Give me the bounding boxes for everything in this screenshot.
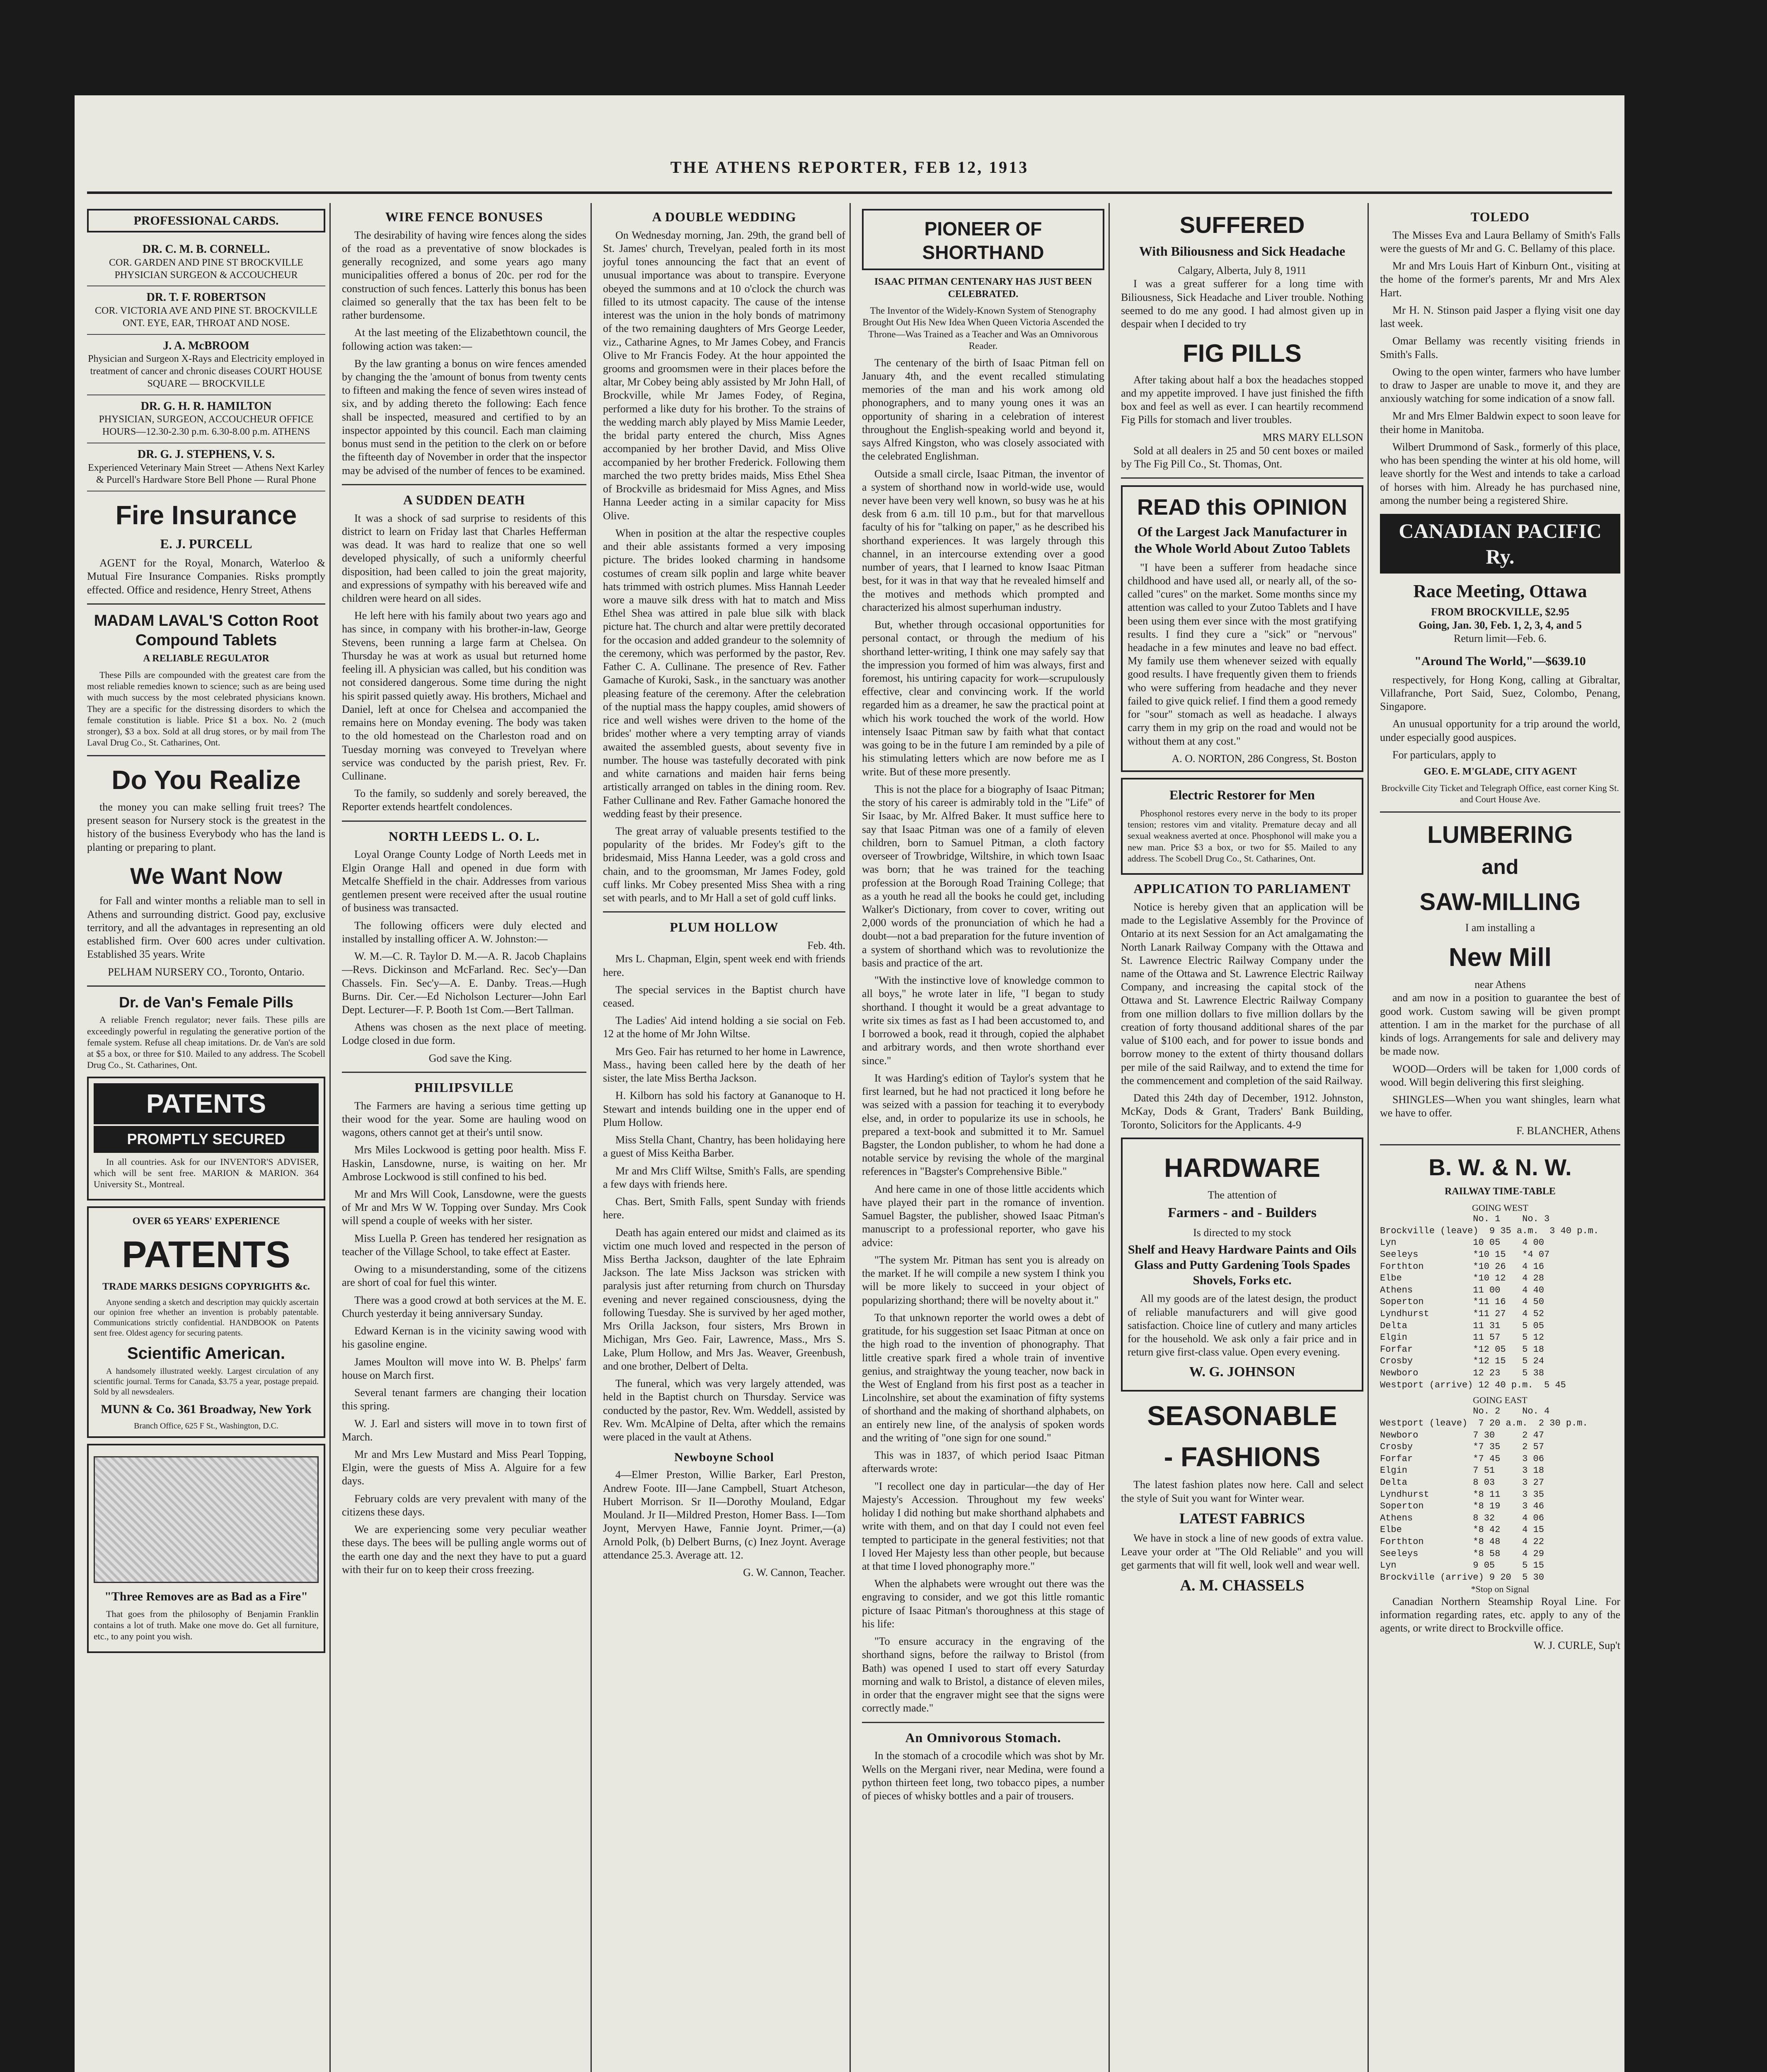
column-divider [591,203,592,2072]
seasonable-heading: SEASONABLE [1147,1400,1337,1431]
devan-heading: Dr. de Van's Female Pills [119,993,293,1011]
pelham-nursery: PELHAM NURSERY CO., Toronto, Ontario. [108,966,305,978]
electric-restorer-ad: Electric Restorer for Men Phosphonol restores every nerve in the body to its proper tension; restores vim and vitality. Premature decay and all sexual weakness averted at once. Phosphonol will make you a new man. Price $3 a box, or two for $5. Mailed to any address. The Scobell Drug Co., St. Catharines, Ont. [1121,778,1363,875]
column-divider [1109,203,1110,2072]
saw-milling-heading: SAW-MILLING [1419,888,1581,916]
column-divider [850,203,851,2072]
canadian-pacific-banner: CANADIAN PACIFIC Ry. [1380,514,1620,574]
cotton-root-heading: MADAM LAVAL'S Cotton Root Compound Tablets [94,612,319,649]
newspaper-page [75,95,1624,2072]
card-stephens: DR. G. J. STEPHENS, V. S. Experienced Veterinary Main Street — Athens Next Karley & Purcell's Hardware Store Bell Phone — Rural Phone [87,443,325,491]
fashions-heading: - FASHIONS [1164,1441,1321,1472]
card-robertson: DR. T. F. ROBERTSON COR. VICTORIA AVE AND PINE ST. BROCKVILLE ONT. EYE, EAR, THROAT AND NOSE. [87,286,325,334]
latest-fabrics-heading: LATEST FABRICS [1179,1510,1305,1527]
masthead: THE ATHENS REPORTER, FEB 12, 1913 [670,158,1029,177]
double-wedding-heading: A DOUBLE WEDDING [652,209,796,224]
timetable-west: No. 1 No. 3 Brockville (leave) 9 35 a.m. 3 40 p.m. Lyn 10 05 4 00 Seeleys *10 15 *4 07 Forthton *10 26 4 16 Elbe *10 12 4 28 Athens 11 00 4 40 Soperton *11 16 4 50 Lyndhurst *11 27 4 52 Delta 11 31 5 05 Elgin 11 57 5 12 Forfar *12 05 5 18 Crosby *12 15 5 24 Newboro 12 23 5 38 Westport (arrive) 12 40 p.m. 5 45 [1380,1214,1599,1390]
removes-ad: "Three Removes are as Bad as a Fire" That goes from the philosophy of Benjamin Franklin contains a lot of truth. Make one move do. Get all furniture, etc., to any point you wish. [87,1444,325,1653]
column-5: SUFFERED With Biliousness and Sick Headache Calgary, Alberta, July 8, 1911 I was a great sufferer for a long time with Biliousness, Sick Headache and Liver trouble. Nothing seemed to do me any good. I had almost given up in despair when I decided to try FIG PILLS After taking about half a box the headaches stopped and my appetite improved. I have just finished the fifth box and feel as well as ever. I can heartily recommend Fig Pills for stomach and liver troubles. MRS MARY ELLSON Sold at all dealers in 25 and 50 cent boxes or mailed by The Fig Pill Co., St. Thomas, Ont. READ this OPINION Of the Largest Jack Manufacturer in the Whole World About Zutoo Tablets "I have been a sufferer from headache since childhood and have used all, or nearly all, of the so-called "cures" on the market. Some months since my attention was called to your Zutoo Tablets and I have been using them ever since with the most gratifying results. I find they cure a "sick" or "nervous" headache in a few minutes and leave no bad effect. My family use them whenever seized with equally good results. I have frequently given them to friends who were suffering from headache and they never failed to give quick relief. I find them a good remedy for "sour" stomach as well as headache. I always carry them in my grip on the road and would not be without them at any cost." A. O. NORTON, 286 Congress, St. Boston Electric Restorer for Men Phosphonol restores every nerve in the body to its proper tension; restores vim and vitality. Premature decay and all sexual weakness averted at once. Phosphonol will make you a new man. Price $3 a box, or two for $5. Mailed to any address. The Scobell Drug Co., St. Catharines, Ont. APPLICATION TO PARLIAMENT Notice is hereby given that an application will be made to the Legislative Assembly for the Province of Ontario at its next Session for an Act amalgamating the North Lanark Railway Company with the Ottawa and St. Lawrence Electric Railway Company under the name of the Ottawa and St. Lawrence Electric Railway Company, and increasing the capital stock of the Ottawa and St. Lawrence Electric Railway Company from one million dollars to five million dollars by the creation of forty thousand additional shares of the par value of $100 each, and for power to issue bonds and borrow money to the extent of thirty thousand dollars per mile of the said Railway, and to extend the time for the commencement and completion of the said Railway. Dated this 24th day of December, 1912. Johnston, McKay, Dods & Grant, Traders' Bank Building, Toronto, Solicitors for the Applicants. 4-9 HARDWARE The attention of Farmers - and - Builders Is directed to my stock Shelf and Heavy Hardware Paints and Oils Glass and Putty Gardening Tools Spades Shovels, Forks etc. All my goods are of the latest design, the product of reliable manufacturers and will give good satisfaction. Choice line of cutlery and many articles for the household. We ask only a fair price and in return give first-class value. Open every evening. W. G. JOHNSON SEASONABLE - FASHIONS The latest fashion plates now here. Call and select the style of Suit you want for Winter wear. LATEST FABRICS We have in stock a line of new goods of extra value. Leave your order at "The Old Reliable" and you will get garments that will fit well, look well and wear well. A. M. CHASSELS [1117,203,1368,2072]
column-1 [83,203,329,2072]
moving-van-illustration [94,1456,319,1583]
omnivorous-stomach-heading: An Omnivorous Stomach. [905,1730,1061,1745]
lumbering-heading: LUMBERING [1427,821,1573,849]
hardware-ad: HARDWARE The attention of Farmers - and - Builders Is directed to my stock Shelf and Heavy Hardware Paints and Oils Glass and Putty Gardening Tools Spades Shovels, Forks etc. All my goods are of the latest design, the product of reliable manufacturers and will give good satisfaction. Choice line of cutlery and many articles for the household. We ask only a fair price and in return give first-class value. Open every evening. W. G. JOHNSON [1121,1138,1363,1392]
philipsville-heading: PHILIPSVILLE [414,1080,514,1095]
north-leeds-heading: NORTH LEEDS L. O. L. [388,828,540,844]
pioneer-title-box: PIONEER OF SHORTHAND [862,209,1104,270]
column-2: WIRE FENCE BONUSES The desirability of having wire fences along the sides of the road as a preventative of snow blockades is generally recognized, and some years ago many municipalities offered a bonus of 20c. per rod for the construction of such fences. Latterly this bonus has been claimed so generally that the tax has been felt to be rather burdensome. At the last meeting of the Elizabethtown council, the following action was taken:— By the law granting a bonus on wire fences amended by changing the the 'amount of bonus from twenty cents to fifteen and making the fence of seven wires instead of six, and by adding thereto the following: Each fence shall be inspected, measured and certified to by an inspector appointed by this council. Each man claiming bonus must send in the petition to the clerk on or before the fifteenth day of November in order that the inspector may be advised of the number of fences to be examined. A SUDDEN DEATH It was a shock of sad surprise to residents of this district to learn on Friday last that Charles Hefferman was dead. It was hard to realize that one so well developed physically, of such a uniformly cheerful disposition, had been called to join the great majority, and expressions of sympathy with his bereaved wife and children were heard on all sides. He left here with his family about two years ago and has since, in company with his brother-in-law, George Stevens, been running a large farm at Chelsea. On Thursday he was at work as usual but returned home feeling ill. A physician was called, but his condition was not considered dangerous. Some time during the night his spirit passed quietly away. His brothers, Michael and Daniel, left at once for Chelsea and accompanied the remains here on Monday evening. The body was taken to the old homestead on the Charleston road and on Tuesday morning was conveyed to Trevelyan where service was conducted by the parish priest, Rev. Fr. Cullinane. To the family, so suddenly and sorely bereaved, the Reporter extends heartfelt condolences. NORTH LEEDS L. O. L. Loyal Orange County Lodge of North Leeds met in Elgin Orange Hall and opened in due form with Metcalfe Sheffield in the chair. Addresses from various gentlemen present were received after the usual routine of business was transacted. The following officers were duly elected and installed by installing officer A. W. Johnston:— W. M.—C. R. Taylor D. M.—A. R. Jacob Chaplains—Revs. Dickinson and McFarland. Rec. Sec'y—Dan Chassels. Fin. Sec'y—A. E. Danby. Treas.—Hugh Burns. Dir. Cer.—Ed Nicholson Lecturer—John Earl Dept. Lecturer—F. P. Booth 1st Com.—Bert Tallman. Athens was chosen as the next place of meeting. Lodge closed in due form. God save the King. PHILIPSVILLE The Farmers are having a serious time getting up their wood for the year. Some are hauling wood on wagons, others cannot get at their's until snow. Mrs Miles Lockwood is getting poor health. Miss F. Haskin, Lansdowne, nurse, is waiting on her. Mr Ambrose Lockwood is still confined to his bed. Mr and Mrs Will Cook, Lansdowne, were the guests of Mr and Mrs W W. Topping over Sunday. Mrs Cook will spend a couple of weeks with her sister. Miss Luella P. Green has tendered her resignation as teacher of the Village School, to take effect at Easter. Owing to a misunderstanding, some of the citizens are short of coal for fuel this winter. There was a good crowd at both services at the M. E. Church yesterday it being anniversary Sunday. Edward Kernan is in the vicinity sawing wood with his gasoline engine. James Moulton will move into W. B. Phelps' farm house on March first. Several tenant farmers are changing their location this spring. W. J. Earl and sisters will move in to town first of March. Mr and Mrs Lew Mustard and Miss Pearl Topping, Elgin, were the guests of Miss A. Alguire for a few days. February colds are very prevalent with many of the citizens these days. We are experiencing some very peculiar weather these days. The bees will be pulling angle worms out of the earth one day and the next they have to put a guard with their fur on to keep their cross freezing. [342,209,586,1576]
professional-cards-title: PROFESSIONAL CARDS. [87,209,325,232]
patents-ad-2: OVER 65 YEARS' EXPERIENCE PATENTS TRADE MARKS DESIGNS COPYRIGHTS &c. Anyone sending a sketch and description may quickly ascertain our opinion free whether an invention is probably patentable. Communications strictly confidential. HANDBOOK on Patents sent free. Oldest agency for securing patents. Scientific American. A handsomely illustrated weekly. Largest circulation of any scientific journal. Terms for Canada, $3.75 a year, postage prepaid. Sold by all newsdealers. MUNN & Co. 361 Broadway, New York Branch Office, 625 F St., Washington, D.C. [87,1206,325,1438]
card-cornell: DR. C. M. B. CORNELL. COR. GARDEN AND PINE ST BROCKVILLE PHYSICIAN SURGEON & ACCOUCHEUR [87,238,325,286]
parliament-heading: APPLICATION TO PARLIAMENT [1133,881,1351,896]
sudden-death-heading: A SUDDEN DEATH [403,492,525,507]
devan-text: A reliable French regulator; never fails. These pills are exceedingly powerful in regulating the generative portion of the female system. Refuse all cheap imitations. Dr. de Van's are sold at $5 a box, or three for $10. Mailed to any address. The Scobell Drug Co., St. Catharines, Ont. [87,1014,325,1070]
cotton-sub: A RELIABLE REGULATOR [143,653,269,664]
masthead-rule [87,191,1612,194]
plum-hollow-heading: PLUM HOLLOW [670,920,779,935]
timetable-east: No. 2 No. 4 Westport (leave) 7 20 a.m. 2 30 p.m. Newboro 7 30 2 47 Crosby *7 35 2 57 Forfar *7 45 3 06 Elgin 7 51 3 18 Delta 8 03 3 27 Lyndhurst *8 11 3 35 Soperton *8 19 3 46 Athens 8 32 4 06 Elbe *8 42 4 15 Forthton *8 48 4 22 Seeleys *8 58 4 29 Lyn 9 05 5 15 Brockville (arrive) 9 20 5 30 [1380,1406,1588,1583]
card-mcbroom: J. A. McBROOM Physician and Surgeon X-Rays and Electricity employed in treatment of cancer and chronic diseases COURT HOUSE SQUARE — BROCKVILLE [87,335,325,395]
fire-agent-name: E. J. PURCELL [160,536,252,552]
patents-ad-1: PATENTS PROMPTLY SECURED In all countries. Ask for our INVENTOR'S ADVISER, which will be sent free. MARION & MARION. 364 University St., Montreal. [87,1077,325,1201]
suffered-heading: SUFFERED [1179,212,1305,238]
column-6: TOLEDO The Misses Eva and Laura Bellamy of Smith's Falls were the guests of Mr and G. C. Bellamy of this place. Mr and Mrs Louis Hart of Kinburn Ont., visiting at the home of the former's parents, Mr and Mrs Alex Hart. Mr H. N. Stinson paid Jasper a flying visit one day last week. Omar Bellamy was recently visiting friends in Smith's Falls. Owing to the open winter, farmers who have lumber to draw to Jasper are unable to move it, and they are anxiously watching for some indication of a snow fall. Mr and Mrs Elmer Baldwin expect to soon leave for their home in Manitoba. Wilbert Drummond of Sask., formerly of this place, who has been spending the winter at his old home, will leave shortly for the West and intends to take a carload of horses with him. Already he has purchased nine, among the number being a registered Shire. CANADIAN PACIFIC Ry. Race Meeting, Ottawa FROM BROCKVILLE, $2.95 Going, Jan. 30, Feb. 1, 2, 3, 4, and 5 Return limit—Feb. 6. "Around The World,"—$639.10 respectively, for Hong Kong, calling at Gibraltar, Villafranche, Port Said, Suez, Colombo, Penang, Singapore. An unusual opportunity for a trip around the world, under especially good auspices. For particulars, apply to GEO. E. M'GLADE, CITY AGENT Brockville City Ticket and Telegraph Office, east corner King St. and Court House Ave. LUMBERING and SAW-MILLING I am installing a New Mill near Athens and am now in a position to guarantee the best of good work. Custom sawing will be given prompt attention. I am in the market for the purchase of all kinds of logs. Arrangements for sale and delivery may be made now. WOOD—Orders will be taken for 1,000 cords of wood. Will begin delivering this first sleighing. SHINGLES—When you want shingles, learn what we have to offer. F. BLANCHER, Athens B. W. & N. W. RAILWAY TIME-TABLE GOING WEST No. 1 No. 3 Brockville (leave) 9 35 a.m. 3 40 p.m. Lyn 10 05 4 00 Seeleys *10 15 *4 07 Forthton *10 26 4 16 Elbe *10 12 4 28 Athens 11 00 4 40 Soperton *11 16 4 50 Lyndhurst *11 27 4 52 Delta 11 31 5 05 Elgin 11 57 5 12 Forfar *12 05 5 18 Crosby *12 15 5 24 Newboro 12 23 5 38 Westport (arrive) 12 40 p.m. 5 45 GOING EAST No. 2 No. 4 Westport (leave) 7 20 a.m. 2 30 p.m. Newboro 7 30 2 47 Crosby *7 35 2 57 Forfar *7 45 3 06 Elgin 7 51 3 18 Delta 8 03 3 27 Lyndhurst *8 11 3 35 Soperton *8 19 3 46 Athens 8 32 4 06 Elbe *8 42 4 15 Forthton *8 48 4 22 Seeleys *8 58 4 29 Lyn 9 05 5 15 Brockville (arrive) 9 20 5 30 *Stop on Signal Canadian Northern Steamship Royal Line. For information regarding rates, etc. apply to any of the agents, or write direct to Brockville office. W. J. CURLE, Sup't [1380,209,1620,1652]
realize-text: the money you can make selling fruit trees? The present season for Nursery stock is the greatest in the history of the business Everybody who has the land is planting or preparing to plant. [87,801,325,853]
column-3: A DOUBLE WEDDING On Wednesday morning, Jan. 29th, the grand bell of St. James' church, Trevelyan, pealed forth in its most joyful tones announcing the fact that an event of unusual importance was about to transpire. Everyone obeyed the summons and at 10 o'clock the church was filled to its utmost capacity. The cause of the intense interest was the union in the holy bonds of matrimony of the two remaining daughters of Mrs George Leeder, viz., Catharine Agnes, to Mr James Cobey, and Francis Olive to Mr Francis Fodey. At the hour appointed the grooms and groomsmen were in their places before the altar, Mr Cobey being ably assisted by Mr John Hall, of Brockville, while Mr James Fodey, of Regina, performed a like duty for his brother. To the strains of the wedding march ably played by Miss Mamie Leeder, the bridal party entered the church, Miss Agnes accompanied by her brother David, and Miss Olive accompanied by her brother Frederick. Following them marched the two pretty brides maids, Miss Ethel Shea of Brockville as bridesmaid for Miss Agnes, and Miss Hanna Leeder acting in a similar capacity for Miss Olive. When in position at the altar the respective couples and their able assistants formed a very imposing picture. The brides looked charming in handsome costumes of cream silk poplin and large white beaver hats trimmed with ostrich plumes. Miss Hannah Leeder wore a mauve silk dress with hat to match and Miss Ethel Shea was attired in pale blue silk with black picture hat. The church and altar were prettily decorated for the occasion and added grandeur to the solemnity of the ceremony, which was performed by the pastor, Rev. Father C. A. Cullinane. The presence of Rev. Father Gamache of Kuroki, Sask., in the sanctuary was another pleasing feature of the ceremony. After the celebration of the nuptial mass the happy couples, amid showers of rice and well wishes were driven to the home of the brides' mother where a very tempting array of viands awaited the assembled guests, about seventy five in number. The house was tastefully decorated with pink and white carnations and maiden hair ferns being artistically arranged on tables in the dining room. Rev. Father Cullinane and Rev. Father Gamache honored the wedding feast by their presence. The great array of valuable presents testified to the popularity of the brides. Mr Fodey's gift to the bridesmaid, Miss Hanna Leeder, was a gold cross and chain, and to the groomsman, Mr James Fodey, gold cuff links. Mr Cobey presented Miss Shea with a ring set with pearls, and to Mr Hall a set of gold cuff links. PLUM HOLLOW Feb. 4th. Mrs L. Chapman, Elgin, spent week end with friends here. The special services in the Baptist church have ceased. The Ladies' Aid intend holding a sie social on Feb. 12 at the home of Mr John Wiltse. Mrs Geo. Fair has returned to her home in Lawrence, Mass., having been called here by the death of her sister, the late Miss Bertha Jackson. H. Kilborn has sold his factory at Gananoque to H. Stewart and intends building one in the upper end of Plum Hollow. Miss Stella Chant, Chantry, has been holidaying here a guest of Miss Keitha Barber. Mr and Mrs Cliff Wiltse, Smith's Falls, are spending a few days with friends here. Chas. Bert, Smith Falls, spent Sunday with friends here. Death has again entered our midst and claimed as its victim one much loved and respected in the person of Miss Bertha Jackson, daughter of the late Ephraim Jackson. The late Miss Jackson was stricken with paralysis just after returning from church on Thursday evening and never regained consciousness, dying the following Tuesday. She is survived by her aged mother, Mrs Orilla Jackson, four sisters, Mrs Brown in Michigan, Mrs Geo. Fair, Lawrence, Mass., Mrs S. Lake, Plum Hollow, and Mrs Jas. Weaver, Greenbush, and one brother, Delbert of Delta. The funeral, which was very largely attended, was held in the Baptist church on Thursday. Service was conducted by the pastor, Rev. Wm. Weddell, assisted by Rev. Wm. McAlpine of Delta, after which the remains were placed in the vault at Athens. Newboyne School 4—Elmer Preston, Willie Barker, Earl Preston, Andrew Foote. III—Jane Campbell, Stuart Atcheson, Hubert Morrison. Sr II—Dorothy Mouland, Edgar Mouland. Jr II—Mildred Preston, Homer Bass. I—Tom Joynt, Mervyen Hawe, Fannie Joynt. Primer,—(a) Arnold Polk, (b) Delbert Burns, (c) Inez Joynt. Average attendance 25.3. Average att. 12. G. W. Cannon, Teacher. [603,209,845,1579]
fire-insurance-heading: Fire Insurance [115,500,297,530]
newboyne-heading: Newboyne School [674,1450,774,1464]
zutoo-ad: READ this OPINION Of the Largest Jack Manufacturer in the Whole World About Zutoo Tablets "I have been a sufferer from headache since childhood and have used all, or nearly all, of the so-called "cures" on the market. Some months since my attention was called to your Zutoo Tablets and I have been using them ever since with the most gratifying results. I find they cure a "sick" or "nervous" headache in a few minutes and leave no bad effect. My family use them whenever seized with equally good results. I have frequently given them to friends who were suffering from headache and they never failed to give quick relief. I find them a good remedy for "sour" stomach as well as headache. I always carry them in my grip on the road and would not be without them at any cost." A. O. NORTON, 286 Congress, St. Boston [1121,485,1363,772]
column-divider [1368,203,1369,2072]
want-now-text: for Fall and winter months a reliable man to sell in Athens and surrounding district. Good pay, exclusive territory, and all the advantages in representing an old established firm. Over 600 acres under cultivation. Established 35 years. Write [87,895,325,961]
toledo-heading: TOLEDO [1470,209,1530,224]
fig-pills-heading: FIG PILLS [1183,339,1302,368]
wire-fence-heading: WIRE FENCE BONUSES [385,209,543,224]
card-hamilton: DR. G. H. R. HAMILTON PHYSICIAN, SURGEON, ACCOUCHEUR OFFICE HOURS—12.30-2.30 p.m. 6.30-8.00 p.m. ATHENS [87,395,325,443]
bw-nw-heading: B. W. & N. W. [1428,1154,1572,1180]
column-4: PIONEER OF SHORTHAND ISAAC PITMAN CENTENARY HAS JUST BEEN CELEBRATED. The Inventor of the Widely-Known System of Stenography Brought Out His New Idea When Queen Victoria Ascended the Throne—Was Trained as a Teacher and Was an Omnivorous Reader. The centenary of the birth of Isaac Pitman fell on January 4th, and the event recalled stimulating memories of the man and his work among old phonographers, and to many young ones it was an opportunity of sharing in a celebration of interest throughout the English-speaking world and beyond it, says Alfred Kingston, who was closely associated with the celebrated Englishman. Outside a small circle, Isaac Pitman, the inventor of a system of shorthand now in world-wide use, would never have been very well known, so busy was he at his desk from 6 a.m. till 10 p.m., but for that marvellous faculty of his for "talking on paper," as he described his shorthand experiences. It was largely through this channel, in an intercourse extending over a good number of years, that I learned to know Isaac Pitman best, for it was in that way that he revealed himself and the motives and methods which prompted and characterized his almost superhuman industry. But, whether through occasional opportunities for personal contact, or through the medium of his shorthand letter-writing, I think one may safely say that the impression you formed of him was always, first and foremost, his untiring capacity for work—scrupulously effective, clear and convincing work. If the world regarded him as a dreamer, he saw the practical point at which his work touched the work of the world. How intensely Isaac Pitman saw by faith what that contact was going to be in the future I am reminded by a pile of his stimulating letters which are now before me as I write. But of these more presently. This is not the place for a biography of Isaac Pitman; the story of his career is admirably told in the "Life" of Sir Isaac, by Mr. Alfred Baker. It must suffice here to say that Isaac Pitman was one of a family of eleven children, born to Samuel Pitman, a cloth factory overseer of Trowbridge, Wiltshire, in which town Isaac was born; that he was trained for the teaching profession at the Borough Road Training College; that as a youth he read all the books he could get, including Walker's Dictionary, from cover to cover, writing out 2,000 words of the pronunciation of which he had a doubt—not a bad preparation for the future invention of a system of shorthand which was to revolutionize the basis and practice of the art. "With the instinctive love of knowledge common to all boys," he wrote later in life, "I began to study shorthand. I thought it would be a great advantage to write six times as fast as I had been accustomed to, and I borrowed a book, read it through, copied the alphabet and arbitrary words, and then wrote shorthand ever since." It was Harding's edition of Taylor's system that he first learned, but he had not practiced it long before he was seized with a passion for teaching it to everybody else, and, in order to popularize its use in schools, he prepared a text-book and submitted it to Mr. Samuel Bagster, the London publisher, to whom he had done a notable service by revising the whole of the marginal references in "Bagster's Comprehensive Bible." And here came in one of those little accidents which have played their part in the romance of invention. Samuel Bagster, the publisher, showed Isaac Pitman's manuscript to a professional reporter, who gave his advice: "The system Mr. Pitman has sent you is already on the market. If he will compile a new system I think you will be more likely to succeed in your object of popularizing shorthand; there will be novelty about it." To that unknown reporter the world owes a debt of gratitude, for his suggestion set Isaac Pitman at once on the high road to the invention of phonography. That little creative spark fired a whole train of inventive genius, and straightway the young teacher, now back in the West of England from his first post as a teacher in Lincolnshire, set about the examination of fifty systems of shorthand and the making of shorthand alphabets, on an entirely new line, of the analysis of spoken words and the writing of "one sign for one sound." This was in 1837, of which period Isaac Pitman afterwards wrote: "I recollect one day in particular—the day of Her Majesty's Accession. Throughout my few weeks' holiday I did nothing but make shorthand alphabets and write with them, and on that day I could not even feel tempted to participate in the general festivities; not that I loved Her Majesty less than other people, but because at that time I loved phonography more." When the alphabets were wrought out there was the engraving to consider, and we got this little romantic picture of Isaac Pitman's thoroughness at this stage of his life: "To ensure accuracy in the engraving of the shorthand signs, before the railway to Bristol (from Bath) was opened I used to start off every Saturday morning and walk to Bristol, a distance of eleven miles, in order that the engraver might see that the signs were correctly made." An Omnivorous Stomach. In the stomach of a crocodile which was shot by Mr. Wells on the Mergani river, near Medina, were found a python thirteen feet long, two tobacco pipes, a number of pieces of whisky bottles and a pair of trousers. [858,203,1109,2072]
scientific-american-title: Scientific American. [127,1344,285,1363]
realize-heading: Do You Realize [111,765,301,795]
cotton-text: These Pills are compounded with the greatest care from the most reliable remedies known to science; such as are being used with much success by the most celebrated physicians known. They are a specific for the distressing disorders to which the female constitution is liable. Price $1 a box. No. 2 (much stronger), $3 a box. Sold at all drug stores, or by mail from The Laval Drug Co., St. Catharines, Ont. [87,669,325,748]
fire-text: AGENT for the Royal, Monarch, Waterloo & Mutual Fire Insurance Companies. Risks promptly effected. Office and residence, Henry Street, Athens [87,557,325,596]
column-divider [329,203,331,2072]
new-mill-heading: New Mill [1448,943,1552,972]
want-now-heading: We Want Now [130,862,283,889]
